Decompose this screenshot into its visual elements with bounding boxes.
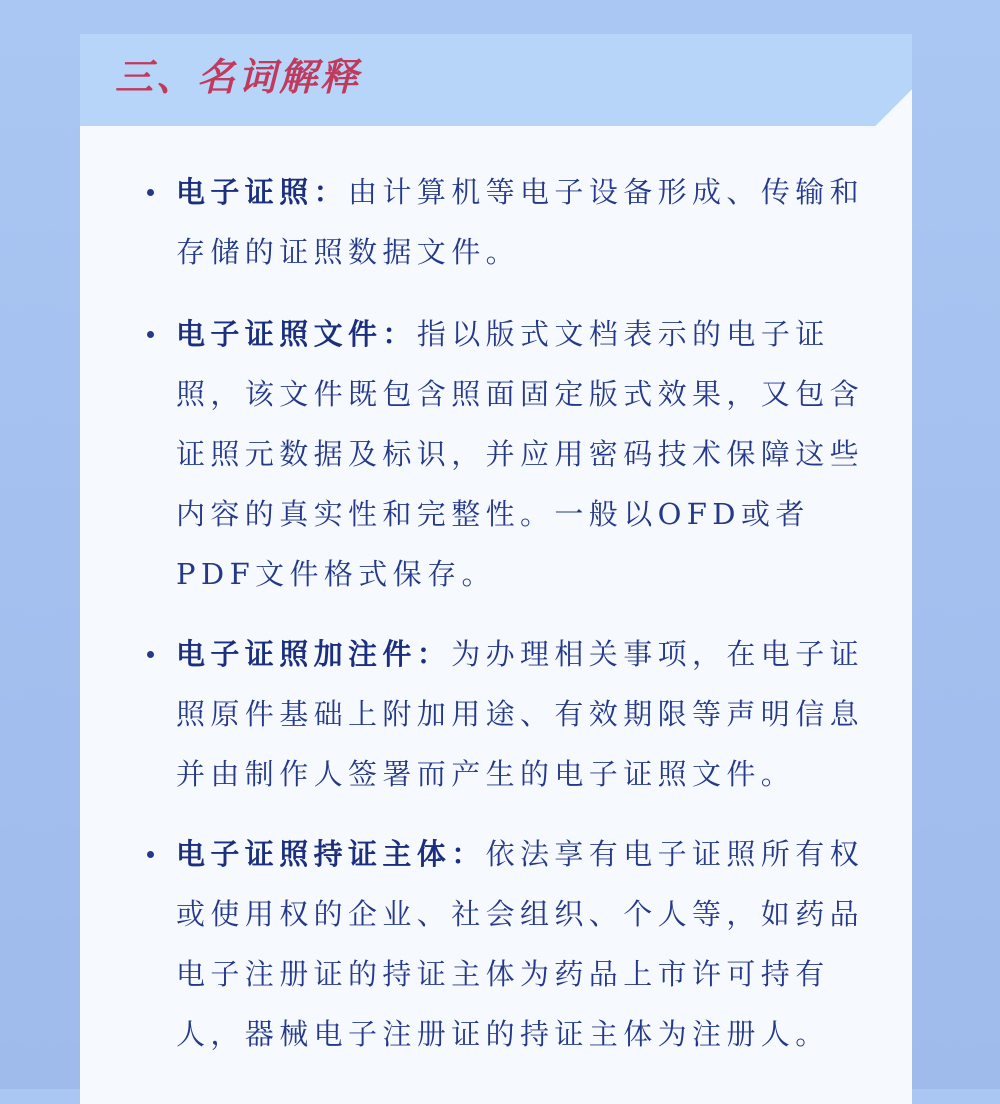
definition-item-license-holder (176, 824, 866, 1064)
bullet-icon (147, 851, 154, 858)
definition-term: 电子证照： (176, 175, 349, 209)
bullet-icon (147, 189, 154, 196)
definition-item-electronic-license (176, 162, 866, 282)
definition-text: 指以版式文档表示的电子证照，该文件既包含照面固定版式效果，又包含证照元数据及标识，并应用密码技术保障这些内容的真实性和完整性。一般以OFD或者PDF文件格式保存。 (176, 317, 865, 591)
definition-text: 为办理相关事项，在电子证照原件基础上附加用途、有效期限等声明信息并由制作人签署而产生的电子证照文件。 (176, 637, 865, 791)
section-title: 三、名词解释 (115, 55, 362, 99)
bullet-icon (147, 651, 154, 658)
definition-term: 电子证照持证主体： (176, 837, 486, 871)
definition-text: 依法享有电子证照所有权或使用权的企业、社会组织、个人等，如药品电子注册证的持证主体为药品上市许可持有人，器械电子注册证的持证主体为注册人。 (176, 837, 865, 1051)
definition-item-license-file (176, 304, 866, 604)
definition-text: 由计算机等电子设备形成、传输和存储的证照数据文件。 (176, 175, 865, 269)
definition-term: 电子证照加注件： (176, 637, 452, 671)
definition-item-annotated-license (176, 624, 866, 804)
content-card (80, 34, 912, 1104)
definition-term: 电子证照文件： (176, 317, 417, 351)
bullet-icon (147, 331, 154, 338)
